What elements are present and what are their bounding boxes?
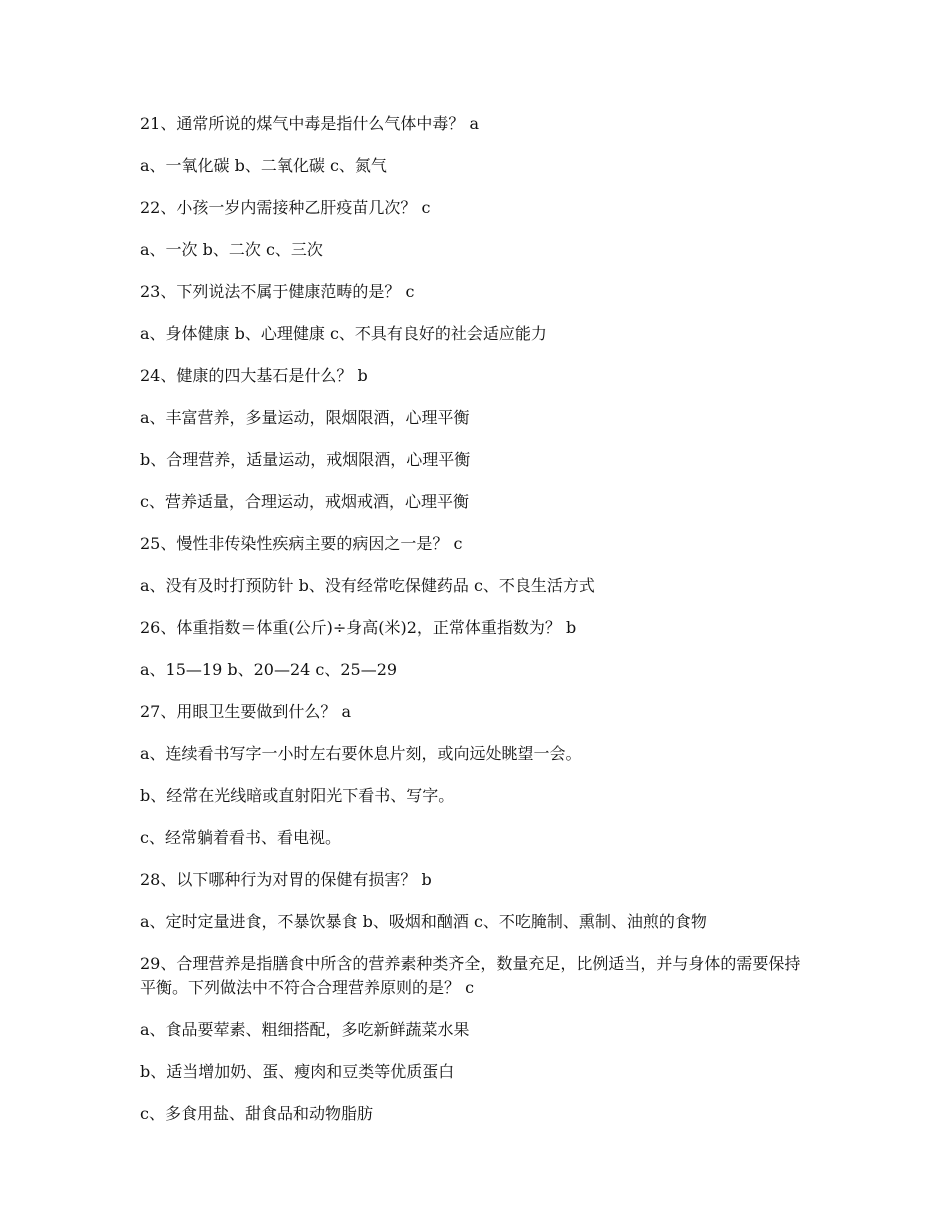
option-29-c: c、多食用盐、甜食品和动物脂肪 [140,1104,373,1123]
question-27: 27、用眼卫生要做到什么？ a [140,702,351,721]
option-27-b: b、经常在光线暗或直射阳光下看书、写字。 [140,786,455,805]
options-26: a、15—19 b、20—24 c、25—29 [140,660,398,679]
options-23: a、身体健康 b、心理健康 c、不具有良好的社会适应能力 [140,324,547,343]
option-24-b: b、合理营养，适量运动，戒烟限酒，心理平衡 [140,450,471,469]
options-25: a、没有及时打预防针 b、没有经常吃保健药品 c、不良生活方式 [140,576,595,595]
option-27-a: a、连续看书写字一小时左右要休息片刻，或向远处眺望一会。 [140,744,582,763]
options-28: a、定时定量进食，不暴饮暴食 b、吸烟和酗酒 c、不吃腌制、熏制、油煎的食物 [140,912,707,931]
question-22: 22、小孩一岁内需接种乙肝疫苗几次？ c [140,198,431,217]
options-22: a、一次 b、二次 c、三次 [140,240,323,259]
option-24-a: a、丰富营养，多量运动，限烟限酒，心理平衡 [140,408,470,427]
option-29-a: a、食品要荤素、粗细搭配，多吃新鲜蔬菜水果 [140,1020,470,1039]
question-23: 23、下列说法不属于健康范畴的是？ c [140,282,415,301]
options-21: a、一氧化碳 b、二氧化碳 c、氮气 [140,156,387,175]
option-24-c: c、营养适量，合理运动，戒烟戒酒，心理平衡 [140,492,469,511]
question-25: 25、慢性非传染性疾病主要的病因之一是？ c [140,534,463,553]
question-29: 29、合理营养是指膳食中所含的营养素种类齐全，数量充足，比例适当，并与身体的需要保持平衡。下列做法中不符合合理营养原则的是？ c [140,954,801,997]
option-29-b: b、适当增加奶、蛋、瘦肉和豆类等优质蛋白 [140,1062,455,1081]
option-27-c: c、经常躺着看书、看电视。 [140,828,341,847]
question-21: 21、通常所说的煤气中毒是指什么气体中毒？ a [140,114,479,133]
question-24: 24、健康的四大基石是什么？ b [140,366,368,385]
document-body [140,112,810,1144]
question-26: 26、体重指数＝体重(公斤)÷身高(米)2，正常体重指数为？ b [140,618,577,637]
question-28: 28、以下哪种行为对胃的保健有损害？ b [140,870,432,889]
